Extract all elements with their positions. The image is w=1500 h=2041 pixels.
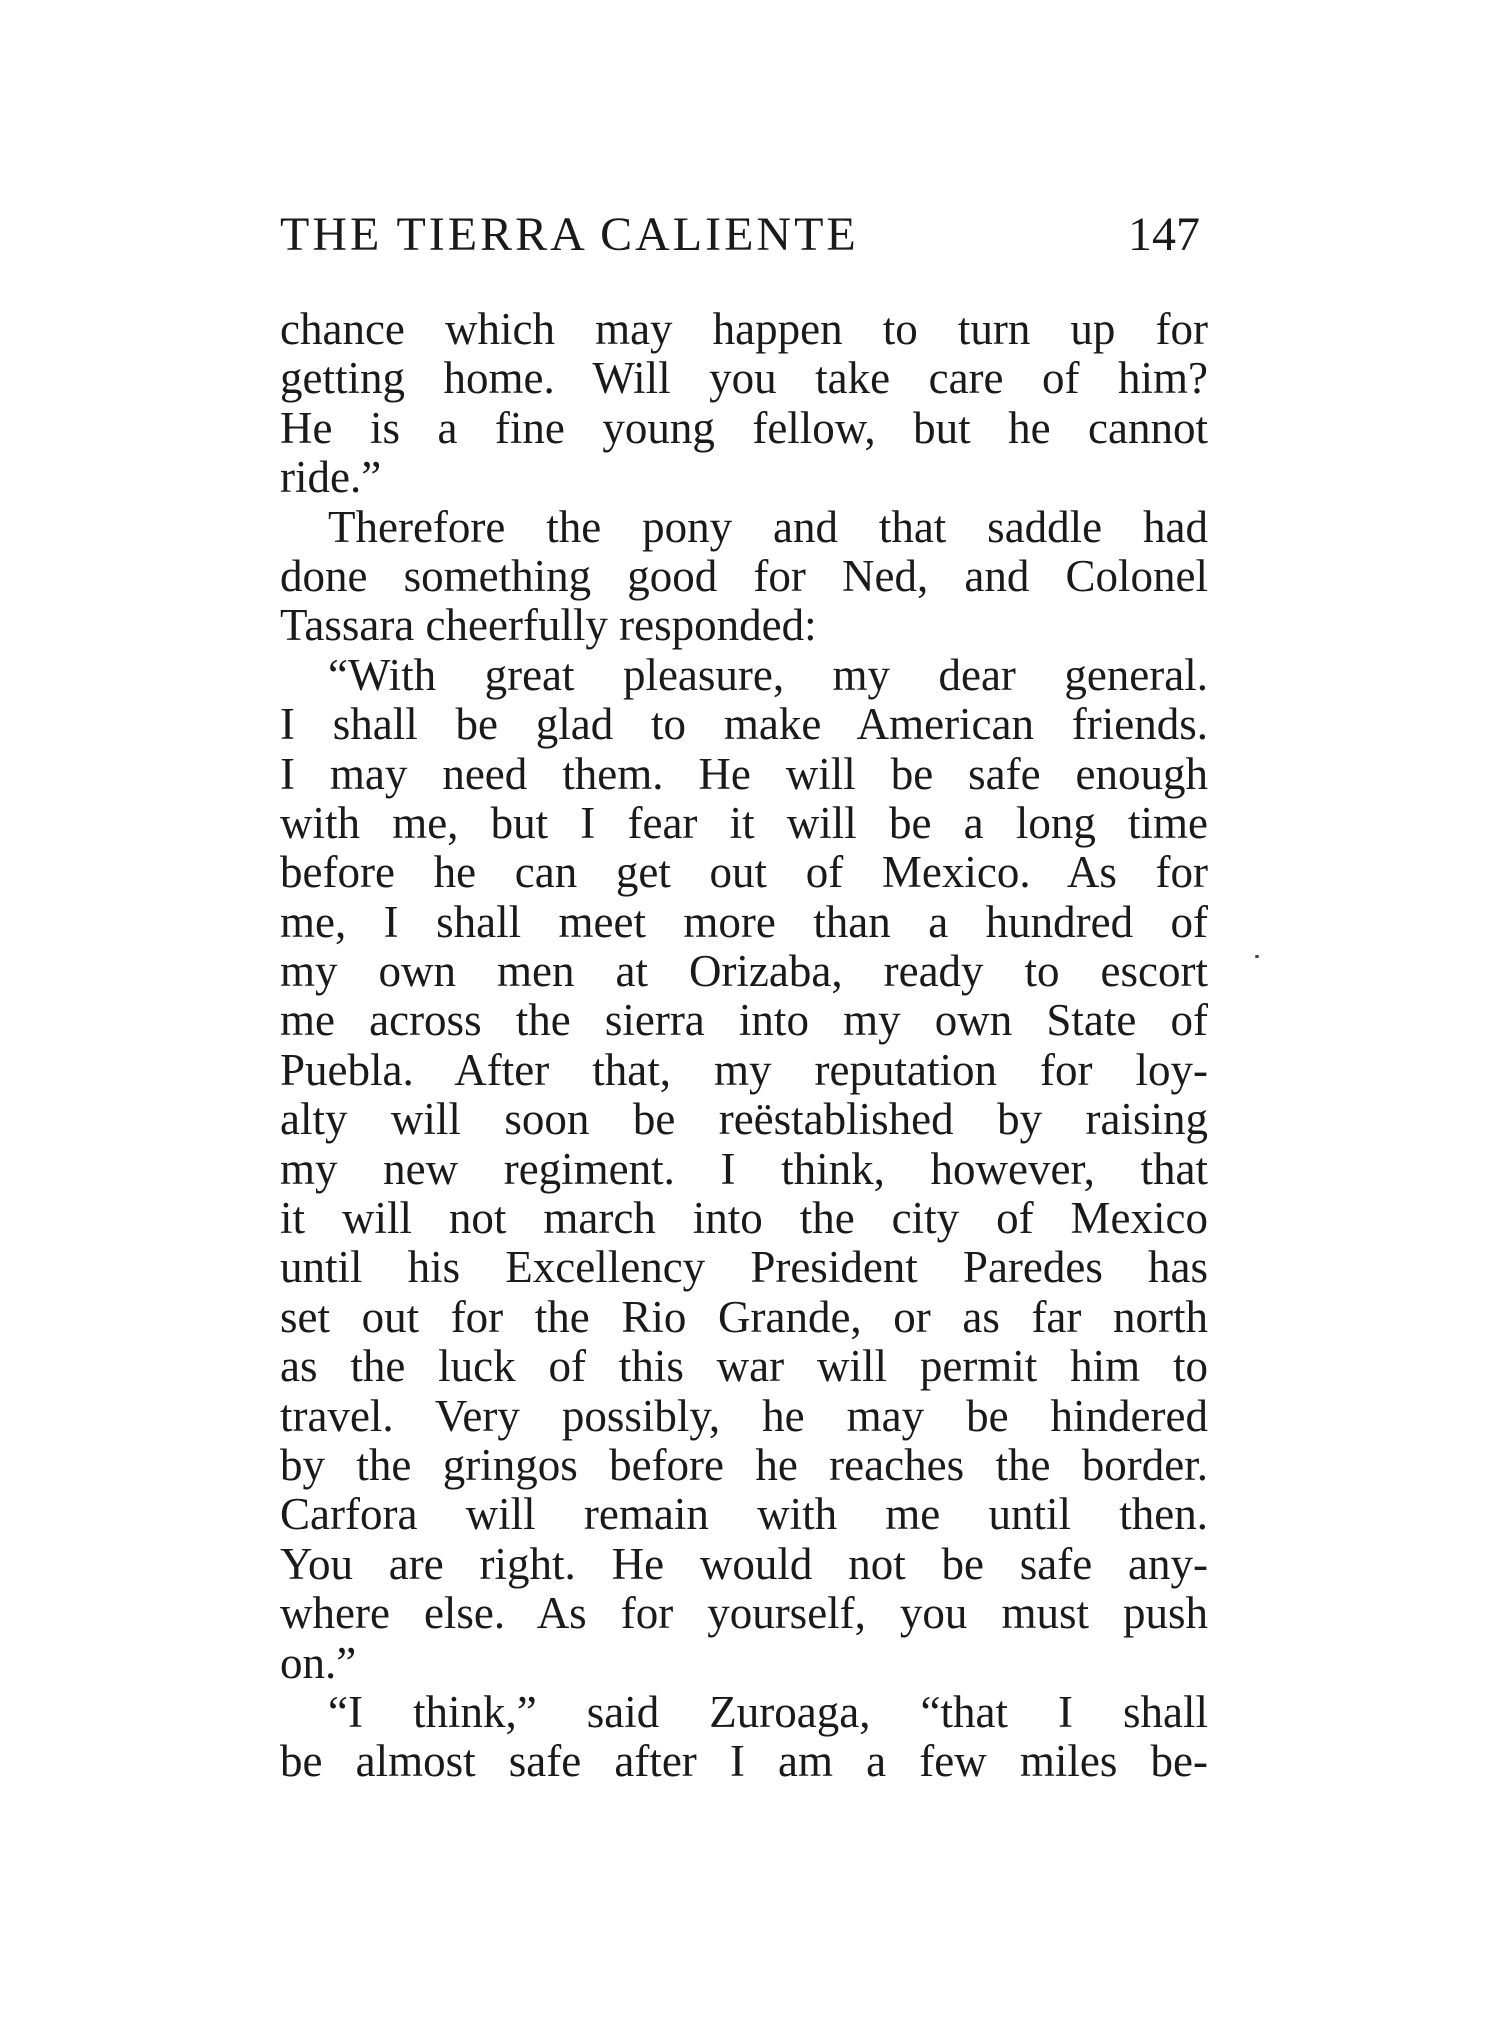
text-line: on.” xyxy=(280,1637,357,1688)
text-line: until his Excellency President Paredes has xyxy=(280,1242,1208,1293)
text-line: me, I shall meet more than a hundred of xyxy=(280,896,1208,947)
text-line: He is a fine young fellow, but he cannot xyxy=(280,402,1208,453)
text-line: Tassara cheerfully responded: xyxy=(280,600,817,651)
text-line: Puebla. After that, my reputation for loy- xyxy=(280,1044,1208,1095)
text-line: by the gringos before he reaches the border. xyxy=(280,1439,1208,1490)
text-line: alty will soon be reëstablished by raising xyxy=(280,1094,1208,1145)
text-line: as the luck of this war will permit him to xyxy=(280,1341,1208,1392)
text-line: travel. Very possibly, he may be hindered xyxy=(280,1390,1208,1441)
text-line: Carfora will remain with me until then. xyxy=(280,1489,1208,1540)
stray-ink-mark xyxy=(1255,955,1259,958)
paragraph-first-line: “With great pleasure, my dear general. xyxy=(328,649,1208,700)
body-text xyxy=(280,305,1208,1787)
text-line: before he can get out of Mexico. As for xyxy=(280,847,1208,898)
text-line: me across the sierra into my own State of xyxy=(280,995,1208,1046)
paragraph-first-line: “I think,” said Zuroaga, “that I shall xyxy=(328,1686,1208,1737)
text-line: You are right. He would not be safe any- xyxy=(280,1538,1208,1589)
page-number: 147 xyxy=(1128,208,1200,261)
text-line: I shall be glad to make American friends. xyxy=(280,699,1208,750)
text-line: I may need them. He will be safe enough xyxy=(280,748,1208,799)
paragraph-first-line: Therefore the pony and that saddle had xyxy=(328,501,1208,552)
text-line: be almost safe after I am a few miles be- xyxy=(280,1736,1208,1787)
text-line: chance which may happen to turn up for xyxy=(280,304,1208,354)
text-line: it will not march into the city of Mexico xyxy=(280,1193,1208,1244)
text-line: with me, but I fear it will be a long time xyxy=(280,797,1208,848)
running-title: THE TIERRA CALIENTE xyxy=(280,208,859,261)
text-line: ride.” xyxy=(280,452,382,503)
text-line: getting home. Will you take care of him? xyxy=(280,353,1208,404)
text-line: my own men at Orizaba, ready to escort xyxy=(280,946,1208,997)
text-line: set out for the Rio Grande, or as far north xyxy=(280,1291,1208,1342)
text-line: where else. As for yourself, you must push xyxy=(280,1588,1208,1639)
text-line: my new regiment. I think, however, that xyxy=(280,1143,1208,1194)
running-head xyxy=(280,200,1200,270)
text-line: done something good for Ned, and Colonel xyxy=(280,550,1208,601)
